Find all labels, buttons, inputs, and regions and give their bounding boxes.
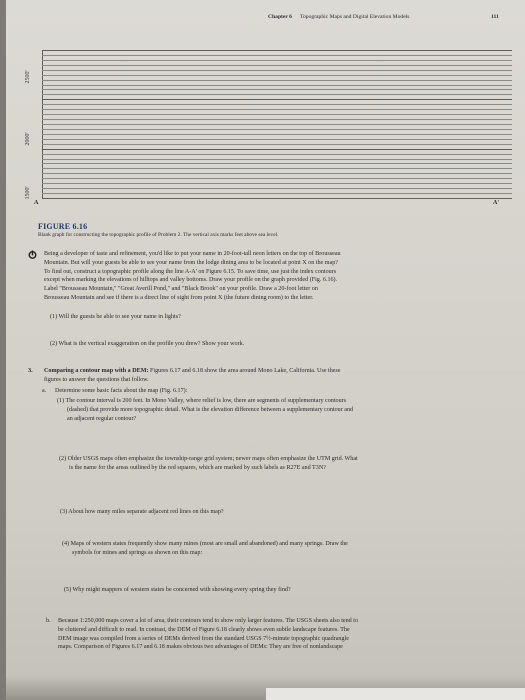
question-3a-3: (3) About how many miles separate adjacent red lines on this map? [60, 509, 224, 515]
graph-grid-line [42, 99, 512, 100]
graph-grid-line [42, 55, 512, 56]
graph-grid-line [42, 159, 512, 160]
figure-caption: Blank graph for constructing the topographic profile of Problem 2. The vertical axis marks feet above sea level. [38, 232, 279, 238]
problem-3-intro [44, 367, 514, 385]
part-b-text [58, 617, 522, 652]
question-3a-1 [57, 397, 517, 423]
question-3a-4-line: symbols for mines and springs as shown on this map: [72, 549, 203, 556]
challenge-problem-icon [28, 250, 37, 259]
graph-grid-line [42, 129, 512, 130]
problem-2-text [44, 250, 514, 303]
problem-3-intro-rest: Figures 6.17 and 6.18 show the area around Mono Lake, California. Use these [150, 368, 341, 374]
graph-grid-line [42, 163, 512, 164]
point-a-prime-label: A' [493, 200, 499, 206]
graph-grid-line [42, 75, 512, 76]
problem-2-line: except when marking the elevations of hilltops and valley bottoms. Draw your profile on the graph provided (Fig. 6.16). [44, 277, 338, 284]
problem-2-line: Being a developer of taste and refinement, you'd like to put your name in 20-foot-tall neon letters on the top of Brousseau [44, 251, 341, 257]
question-3a-2 [59, 455, 519, 473]
graph-grid-line [42, 149, 512, 150]
question-2-2: (2) What is the vertical exaggeration on the profile you drew? Show your work. [50, 341, 245, 347]
part-b-label: b. [46, 618, 51, 624]
graph-grid-line [42, 183, 512, 184]
problem-3-number: 3. [28, 367, 33, 374]
graph-grid-line [42, 178, 512, 179]
graph-grid-line [42, 198, 512, 199]
problem-3-intro-line2: figures to answer the questions that follow. [44, 376, 149, 383]
question-3a-1-line: (dashed) that provide more topographic detail. What is the elevation difference between a supplementary contour and [67, 406, 354, 413]
graph-grid-line [42, 104, 512, 105]
graph-grid-line [42, 114, 512, 115]
graph-grid-line [42, 134, 512, 135]
question-3a-5: (5) Why might mappers of western states be concerned with showing every spring they find? [64, 587, 291, 593]
graph-grid-line [42, 139, 512, 140]
graph-grid-line [42, 70, 512, 71]
part-b-line: be cluttered and difficult to read. In contrast, the DEM of Figure 6.18 clearly shows even subtle landscape features. The [58, 626, 350, 633]
chapter-title: Topographic Maps and Digital Elevation Models [299, 14, 410, 20]
textbook-page [6, 0, 525, 700]
y-label-2000: 2000' [25, 132, 31, 146]
graph-grid-line [42, 154, 512, 155]
part-a-label: a. [42, 388, 47, 394]
part-b-line: DEM image was compiled from a series of DEMs derived from the standard USGS 7½-minute topographic quadrangle [58, 635, 349, 642]
graph-grid-line [42, 124, 512, 125]
blank-profile-graph [25, 50, 512, 200]
graph-grid-line [42, 85, 512, 86]
question-3a-1-line: an adjacent regular contour? [67, 415, 137, 422]
problem-2-line: To find out, construct a topographic profile along the line A-A' on Figure 6.15. To save time, use just the index contours [44, 268, 337, 275]
y-label-1500: 1500' [25, 186, 31, 200]
graph-grid-line [42, 144, 512, 145]
y-label-2500: 2500' [25, 70, 31, 84]
part-b-line: maps. Comparison of Figures 6.17 and 6.18 makes obvious two advantages of DEMs: They are free of nonlandscape [58, 644, 343, 651]
page-number: 111 [491, 14, 499, 20]
graph-grid-line [42, 168, 512, 169]
graph-grid-line [42, 193, 512, 194]
question-3a-4-line: (4) Maps of western states frequently show many mines (most are small and abandoned) and many springs. Draw the [62, 541, 348, 547]
graph-grid-line [42, 109, 512, 110]
problem-3-title: Comparing a contour map with a DEM: [44, 368, 149, 374]
question-3a-2-line: is the name for the areas outlined by the red squares, which are marked by such labels as R27E and T3N? [69, 464, 326, 471]
graph-grid-line [42, 173, 512, 174]
problem-2-line: Mountain. But will your guests be able to see your name from the lodge dining area to be located at point X on the map? [44, 259, 338, 266]
graph-grid-line [42, 65, 512, 66]
graph-grid-line [42, 94, 512, 95]
question-3a-4 [62, 540, 522, 558]
part-a-text: Determine some basic facts about the map (Fig. 6.17): [55, 388, 188, 394]
problem-2-line: Brousseau Mountain and see if there is a direct line of sight from point X (the future dining room) to the letter. [44, 294, 314, 301]
graph-grid-line [42, 89, 512, 90]
running-header [268, 14, 499, 20]
question-3a-1-line: (1) The contour interval is 200 feet. In Mono Valley, where relief is low, there are segments of supplementary contours [57, 398, 347, 404]
chapter-label: Chapter 6 [268, 14, 292, 20]
graph-grid-line [42, 80, 512, 81]
question-3a-2-line: (2) Older USGS maps often emphasize the township-range grid system; newer maps often emphasize the UTM grid. What [59, 456, 358, 462]
graph-grid-line [42, 119, 512, 120]
graph-grid-line [42, 188, 512, 189]
graph-grid-line [42, 50, 512, 51]
graph-grid-line [42, 60, 512, 61]
figure-number: FIGURE 6.16 [38, 222, 88, 231]
binding-edge [266, 688, 525, 700]
part-b-line: Because 1:250,000 maps cover a lot of area, their contours tend to show only larger features. The USGS sheets also tend to [58, 618, 358, 624]
point-a-label: A [34, 200, 39, 206]
question-2-1: (1) Will the guests be able to see your name in lights? [50, 314, 181, 320]
problem-2-line: Label "Brousseau Mountain," "Great Averill Pond," and "Black Brook" on your profile. Draw a 20-foot letter on [44, 286, 318, 293]
